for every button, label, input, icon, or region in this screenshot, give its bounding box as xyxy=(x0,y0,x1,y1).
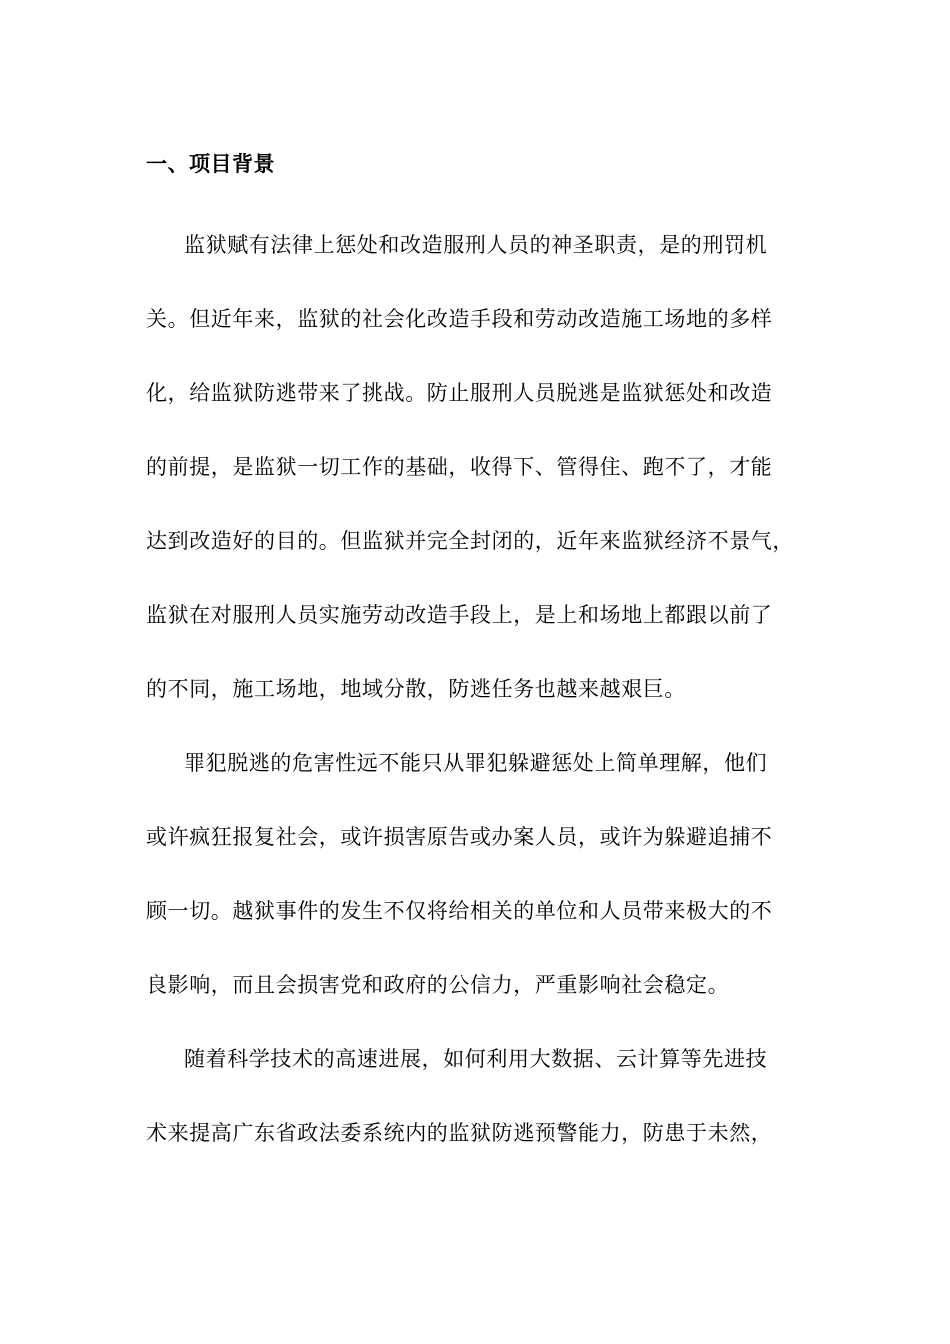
paragraph-2-line-4: 良影响，而且会损害党和政府的公信力，严重影响社会稳定。 xyxy=(146,973,730,997)
paragraph-1-line-5: 达到改造好的目的。但监狱并完全封闭的，近年来监狱经济不景气， xyxy=(146,529,794,553)
paragraph-3-line-2: 术来提高广东省政法委系统内的监狱防逃预警能力，防患于未然， xyxy=(146,1121,773,1145)
section-heading: 一、项目背景 xyxy=(146,152,275,176)
paragraph-2-line-1: 罪犯脱逃的危害性远不能只从罪犯躲避惩处上简单理解，他们 xyxy=(184,751,768,775)
paragraph-1-line-2: 关。但近年来，监狱的社会化改造手段和劳动改造施工场地的多样 xyxy=(146,307,773,331)
paragraph-1-line-1: 监狱赋有法律上惩处和改造服刑人员的神圣职责，是的刑罚机 xyxy=(184,233,768,257)
paragraph-3-line-1: 随着科学技术的高速进展，如何利用大数据、云计算等先进技 xyxy=(184,1047,768,1071)
paragraph-1-line-7: 的不同，施工场地，地域分散，防逃任务也越来越艰巨。 xyxy=(146,677,686,701)
paragraph-1-line-6: 监狱在对服刑人员实施劳动改造手段上，是上和场地上都跟以前了 xyxy=(146,603,773,627)
paragraph-2-line-2: 或许疯狂报复社会，或许损害原告或办案人员，或许为躲避追捕不 xyxy=(146,825,773,849)
paragraph-2-line-3: 顾一切。越狱事件的发生不仅将给相关的单位和人员带来极大的不 xyxy=(146,899,773,923)
paragraph-1-line-3: 化，给监狱防逃带来了挑战。防止服刑人员脱逃是监狱惩处和改造 xyxy=(146,381,773,405)
paragraph-1-line-4: 的前提，是监狱一切工作的基础，收得下、管得住、跑不了，才能 xyxy=(146,455,773,479)
